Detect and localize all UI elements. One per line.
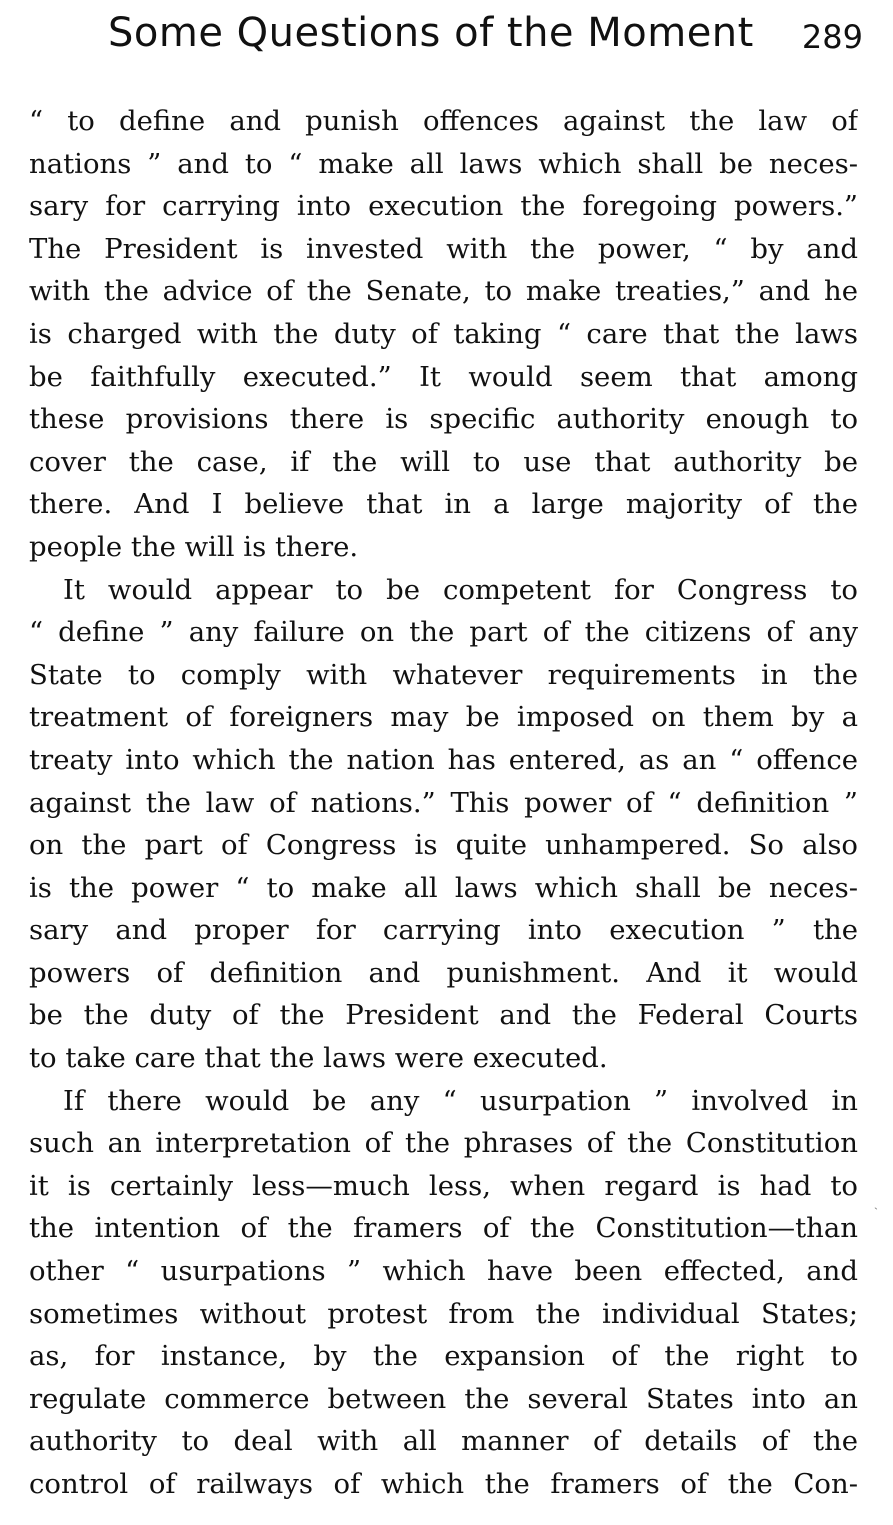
text-line: treatment of foreigners may be imposed on them by a <box>29 701 858 734</box>
text-line: there. And I believe that in a large majority of the <box>29 488 858 521</box>
text-line: be the duty of the President and the Federal Courts <box>29 999 858 1032</box>
text-line: is the power “ to make all laws which shall be neces- <box>29 871 858 904</box>
text-line: control of railways of which the framers of the Con- <box>29 1468 858 1500</box>
margin-speck: ˏ <box>874 1196 878 1210</box>
text-line: The President is invested with the power, “ by and <box>29 232 858 265</box>
text-line: be faithfully executed.” It would seem that among <box>29 360 858 393</box>
paragraph-1 <box>29 100 858 569</box>
text-line: “ define ” any failure on the part of the citizens of any <box>29 616 858 649</box>
paragraph-2 <box>29 569 858 1080</box>
text-line: If there would be any “ usurpation ” involved in <box>63 1084 858 1117</box>
text-line: such an interpretation of the phrases of the Constitution <box>29 1127 858 1160</box>
text-line: cover the case, if the will to use that authority be <box>29 445 858 478</box>
text-line: regulate commerce between the several States into an <box>29 1382 858 1415</box>
text-line: “ to define and punish offences against the law of <box>29 105 858 137</box>
running-title: Some Questions of the Moment <box>108 10 754 56</box>
text-line: It would appear to be competent for Congress to <box>63 573 858 606</box>
text-line: these provisions there is specific authority enough to <box>29 403 858 436</box>
text-line: as, for instance, by the expansion of the right to <box>29 1340 858 1373</box>
text-line: nations ” and to “ make all laws which shall be neces- <box>29 147 858 180</box>
text-line: State to comply with whatever requirements in the <box>29 658 858 691</box>
text-line: treaty into which the nation has entered, as an “ offence <box>29 743 858 776</box>
text-line: is charged with the duty of taking “ care that the laws <box>29 317 858 350</box>
text-line: other “ usurpations ” which have been effected, and <box>29 1255 858 1288</box>
paragraph-3 <box>29 1080 858 1506</box>
text-line: powers of definition and punishment. And it would <box>29 956 858 989</box>
text-line: against the law of nations.” This power of “ definition ” <box>29 786 858 819</box>
text-line: sary and proper for carrying into execution ” the <box>29 914 858 947</box>
text-line: to take care that the laws were executed. <box>29 1042 608 1075</box>
text-line: sometimes without protest from the individual States; <box>29 1297 858 1330</box>
text-body <box>29 100 858 1506</box>
page-number: 289 <box>801 18 863 56</box>
text-line: people the will is there. <box>29 530 359 563</box>
text-line: it is certainly less—much less, when regard is had to <box>29 1169 858 1202</box>
running-head <box>0 6 863 66</box>
text-line: with the advice of the Senate, to make treaties,” and he <box>29 275 858 308</box>
text-line: authority to deal with all manner of details of the <box>29 1425 858 1458</box>
text-line: sary for carrying into execution the foregoing powers.” <box>29 190 858 223</box>
text-line: on the part of Congress is quite unhampered. So also <box>29 829 858 862</box>
text-line: the intention of the framers of the Constitution—than <box>29 1212 858 1245</box>
